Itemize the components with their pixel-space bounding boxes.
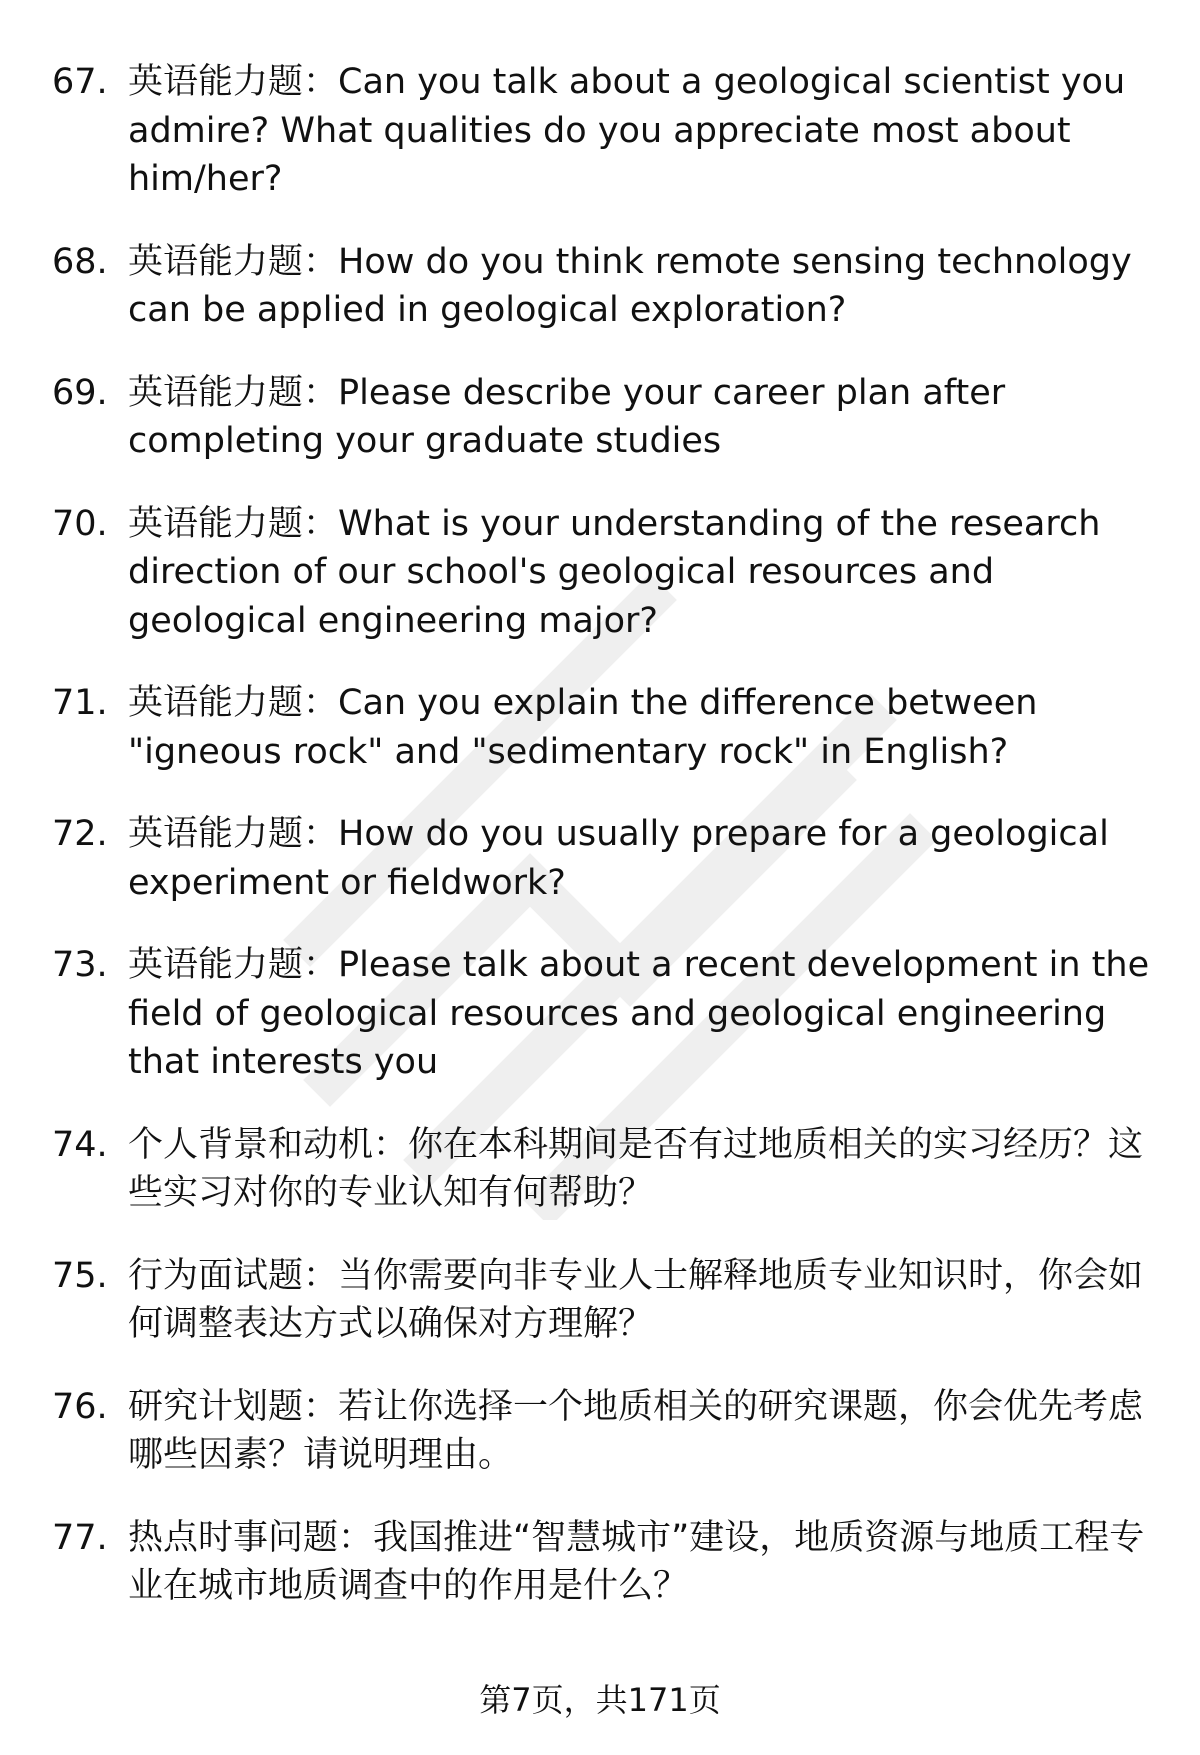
question-number: 74. bbox=[52, 1124, 108, 1165]
page-footer bbox=[0, 1680, 1200, 1720]
question-text: 英语能力题：Can you talk about a geological scientist you admire? What qualities do you appreciate most about him/her? bbox=[128, 62, 1126, 199]
question-number: 77. bbox=[52, 1517, 108, 1558]
question-text: 研究计划题：若让你选择一个地质相关的研究课题，你会优先考虑哪些因素？请说明理由。 bbox=[128, 1386, 1144, 1475]
question-item bbox=[0, 1121, 1200, 1218]
question-item bbox=[0, 941, 1200, 1087]
question-number: 73. bbox=[52, 945, 108, 985]
question-text: 热点时事问题：我国推进“智慧城市”建设，地质资源与地质工程专业在城市地质调查中的作用是什么？ bbox=[128, 1517, 1145, 1606]
question-item bbox=[0, 58, 1200, 204]
question-text: 英语能力题：Please describe your career plan after completing your graduate studies bbox=[128, 372, 1006, 461]
question-text: 英语能力题：Please talk about a recent development in the field of geological resources and geological engineering that interests you bbox=[128, 945, 1150, 1082]
question-item bbox=[0, 1383, 1200, 1480]
question-text: 行为面试题：当你需要向非专业人士解释地质专业知识时，你会如何调整表达方式以确保对方理解？ bbox=[128, 1255, 1144, 1344]
question-item bbox=[0, 238, 1200, 335]
question-text: 个人背景和动机：你在本科期间是否有过地质相关的实习经历？这些实习对你的专业认知有何帮助？ bbox=[128, 1124, 1144, 1213]
question-text: 英语能力题：How do you think remote sensing technology can be applied in geological exploration? bbox=[128, 241, 1132, 330]
question-list bbox=[0, 58, 1200, 1645]
question-text: 英语能力题：What is your understanding of the research direction of our school's geological resources and geological engineering major? bbox=[128, 503, 1101, 641]
question-number: 70. bbox=[52, 503, 108, 544]
question-item bbox=[0, 500, 1200, 646]
question-item bbox=[0, 679, 1200, 776]
question-item bbox=[0, 369, 1200, 466]
question-item bbox=[0, 810, 1200, 907]
question-number: 67. bbox=[52, 62, 108, 102]
page-number-label: 第7页，共171页 bbox=[479, 1681, 721, 1719]
question-number: 68. bbox=[52, 241, 108, 282]
question-number: 76. bbox=[52, 1386, 108, 1427]
question-item bbox=[0, 1514, 1200, 1611]
question-number: 69. bbox=[52, 372, 108, 413]
question-item bbox=[0, 1252, 1200, 1349]
question-text: 英语能力题：Can you explain the difference between "igneous rock" and "sedimentary rock" in English? bbox=[128, 683, 1038, 772]
question-text: 英语能力题：How do you usually prepare for a geological experiment or fieldwork? bbox=[128, 814, 1109, 903]
question-number: 72. bbox=[52, 814, 108, 854]
question-number: 71. bbox=[52, 683, 108, 723]
question-number: 75. bbox=[52, 1255, 108, 1296]
